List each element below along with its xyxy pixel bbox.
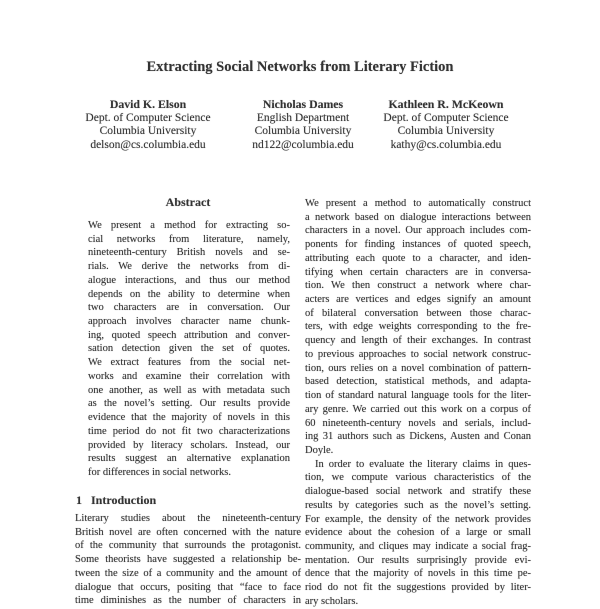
section-number: 1 — [76, 493, 82, 507]
text-line: characters in a novel. Our approach includes com- — [305, 225, 531, 237]
text-line: 60 nineteenth-century novels and serials, includ- — [305, 417, 531, 429]
author-affiliation-2: Columbia University — [254, 125, 352, 137]
text-line: tifying when certain characters are in conversa- — [305, 266, 531, 278]
author-affiliation-1: English Department — [256, 111, 350, 124]
text-line: riod do not fit the suggestions provided by liter- — [305, 582, 531, 594]
author-column-3 — [364, 98, 528, 152]
text-line: tion, we compute various characteristics of the — [305, 472, 531, 484]
text-line: community, and cliques may indicate a social frag- — [305, 540, 531, 552]
section-heading — [76, 493, 156, 507]
text-line: ary genre. We carried out this work on a corpus of — [305, 403, 531, 415]
text-line: For example, the density of the network provides — [305, 513, 531, 525]
paper-title: Extracting Social Networks from Literary Fiction — [146, 59, 454, 75]
text-line: mentation. Our results surprisingly provide evi- — [305, 554, 531, 566]
text-line: alogue interactions, and thus our method — [88, 274, 290, 286]
text-line: of the community that surrounds the protagonist. — [75, 540, 301, 552]
text-line: acters are vertices and edges signify an amount — [305, 294, 531, 306]
text-line: dialogue-based social network and stratify these — [305, 486, 531, 498]
text-line: ponents for finding instances of quoted speech, — [305, 239, 531, 251]
text-line: In order to evaluate the literary claims in ques- — [315, 458, 531, 470]
text-line: We extract features from the social net- — [88, 357, 290, 369]
text-line: one another, as well as with metadata such — [88, 384, 290, 396]
author-email: kathy@cs.columbia.edu — [390, 138, 502, 151]
body-paragraph — [305, 197, 531, 458]
text-line: evidence about the cohesion of a large or small — [305, 527, 531, 539]
author-affiliation-1: Dept. of Computer Science — [85, 111, 211, 124]
author-name: Kathleen R. McKeown — [388, 97, 504, 111]
text-line: as the novel’s setting. Our results provide — [88, 398, 290, 410]
text-line: evidence that the majority of novels in this — [88, 412, 290, 424]
author-column-2 — [223, 98, 383, 152]
text-line: a network based on dialogue interactions between — [305, 211, 531, 223]
text-line: results suggest an alternative explanation — [88, 453, 290, 465]
text-line: to previous approaches to social network construc- — [305, 348, 531, 360]
author-name: David K. Elson — [109, 97, 187, 111]
author-email: nd122@columbia.edu — [252, 138, 354, 151]
text-line: dialogue that occurs, positing that “face to face — [75, 581, 301, 593]
text-line: quency and length of their exchanges. In contrast — [305, 335, 531, 347]
text-line: tion, ours relies on a novel combination of pattern- — [305, 362, 531, 374]
author-affiliation-1: Dept. of Computer Science — [383, 111, 509, 124]
text-line: time diminishes as the number of characters in — [75, 595, 301, 607]
text-line: tween the size of a community and the amount of — [75, 567, 301, 579]
text-line: British novel are often concerned with the nature — [75, 526, 301, 538]
text-line: depends on the ability to determine when — [88, 288, 290, 300]
text-line: cial networks from literature, namely, — [88, 233, 290, 245]
author-column-1 — [68, 98, 228, 152]
text-line: sation detection given the set of quotes. — [88, 343, 290, 355]
text-line: nineteenth-century British novels and se- — [88, 247, 290, 259]
right-column — [305, 197, 531, 609]
text-line: for differences in social networks. — [88, 466, 231, 478]
text-line: tion of standard natural language tools for the liter- — [305, 390, 531, 402]
text-line: dence that the majority of novels in this time pe- — [305, 568, 531, 580]
text-line: works and examine their correlation with — [88, 370, 290, 382]
text-line: two characters are in conversation. Our — [88, 302, 290, 314]
introduction-paragraph — [75, 512, 301, 608]
text-line: We present a method for extracting so- — [88, 220, 290, 231]
text-line: We present a method to automatically construct — [305, 198, 531, 209]
text-line: ters, with edge weights corresponding to the fre- — [305, 321, 531, 333]
text-line: time period do not fit two characterizations — [88, 425, 290, 437]
body-paragraph — [305, 458, 531, 609]
text-line: Doyle. — [305, 444, 334, 456]
text-line: of bilateral conversation between those charac- — [305, 307, 531, 319]
text-line: ary scholars. — [305, 595, 359, 607]
text-line: ing 31 authors such as Dickens, Austen and Conan — [305, 431, 531, 443]
text-line: Literary studies about the nineteenth-century — [75, 513, 301, 524]
text-line: attributing each quote to a character, and iden- — [305, 252, 531, 264]
text-line: results by categories such as the novel’s setting. — [305, 499, 531, 511]
text-line: approach involves character name chunk- — [88, 316, 290, 328]
author-email: delson@cs.columbia.edu — [90, 138, 206, 151]
author-name: Nicholas Dames — [262, 97, 344, 111]
text-line: Some theorists have suggested a relationship be- — [75, 554, 301, 566]
abstract-paragraph — [88, 219, 290, 480]
text-line: based detection, statistical methods, and adapta- — [305, 376, 531, 388]
author-affiliation-2: Columbia University — [99, 125, 197, 137]
text-line: provided by literacy scholars. Instead, our — [88, 439, 290, 451]
text-line: rials. We derive the networks from di- — [88, 261, 290, 273]
author-affiliation-2: Columbia University — [397, 125, 495, 137]
text-line: tion. We then construct a network where char- — [305, 280, 531, 292]
section-title: Introduction — [91, 493, 157, 507]
abstract-heading: Abstract — [165, 195, 211, 209]
text-line: ing, quoted speech attribution and conver- — [88, 329, 290, 341]
